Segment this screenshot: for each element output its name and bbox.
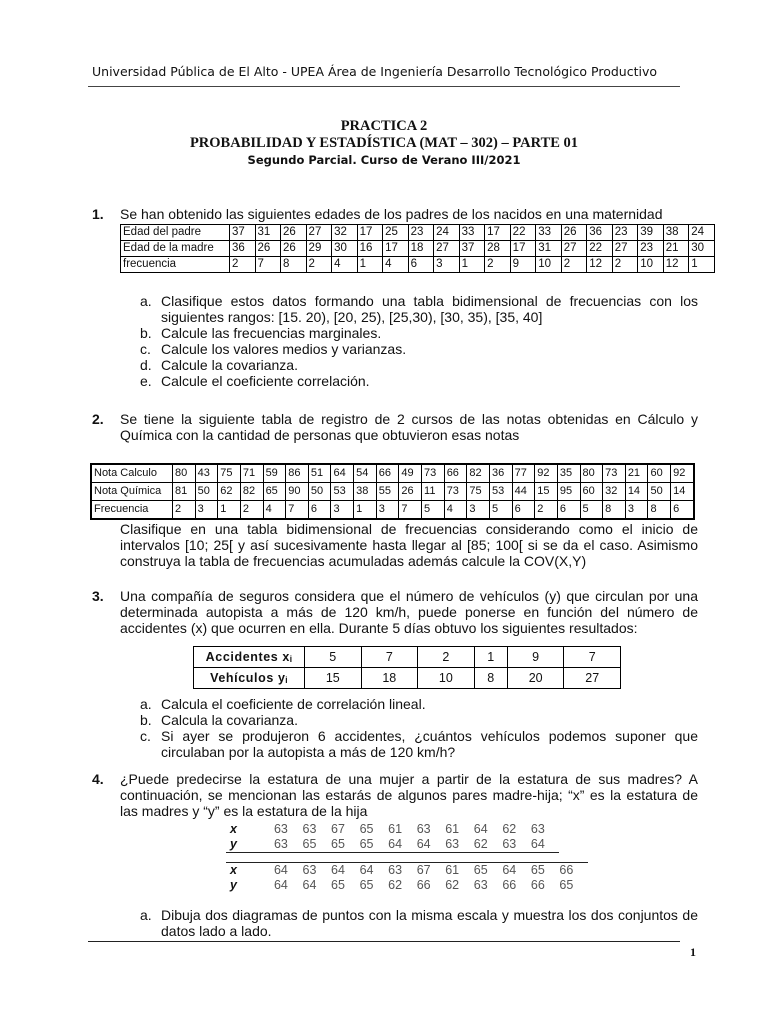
table-cell: 23: [638, 241, 664, 257]
table-cell: 1: [218, 501, 241, 520]
table-row: [91, 483, 694, 501]
table-cell: 27: [612, 241, 638, 257]
table-cell: 92: [535, 464, 558, 483]
variable-label: y: [230, 878, 237, 892]
table-cell: 8: [281, 257, 307, 273]
table-cell: 6: [512, 501, 535, 520]
table-cell: 65: [474, 863, 503, 879]
table-cell: 3: [467, 501, 490, 520]
table-cell: 64: [502, 863, 531, 879]
table-row: [121, 257, 715, 273]
table-cell: 65: [331, 837, 360, 853]
item-letter: e.: [140, 373, 152, 389]
table-notas: [90, 463, 695, 520]
table-cell: 49: [399, 464, 422, 483]
list-item: [140, 341, 698, 357]
table-cell: 5: [305, 647, 362, 668]
table-cell: 30: [689, 241, 715, 257]
page-number: 1: [690, 945, 696, 959]
title-subtitle: Segundo Parcial. Curso de Verano III/2021: [247, 153, 521, 167]
row-label: Edad de la madre: [121, 241, 230, 257]
table-cell: 22: [587, 241, 613, 257]
item-text: Dibuja dos diagramas de puntos con la misma escala y muestra los dos conjuntos de datos lado a lado.: [161, 907, 698, 939]
table-cell: 53: [489, 483, 512, 501]
table-cell: 17: [357, 225, 383, 241]
table-cell: 26: [561, 225, 587, 241]
item-letter: a.: [140, 293, 152, 309]
table-cell: 63: [274, 837, 303, 853]
table-row: [226, 822, 588, 837]
table-cell: 62: [502, 822, 517, 836]
table-cell: 66: [416, 878, 431, 892]
table-cell: 36: [587, 225, 613, 241]
table-cell: 7: [286, 501, 309, 520]
table-cell: 32: [332, 225, 358, 241]
table-cell: 7: [564, 647, 621, 668]
table-cell: 39: [638, 225, 664, 241]
table-cell: 22: [510, 225, 536, 241]
question-number: 4.: [92, 771, 104, 787]
table-cell: 3: [195, 501, 218, 520]
table-cell: 64: [473, 822, 488, 836]
item-letter: d.: [140, 357, 152, 373]
row-label: frecuencia: [121, 257, 230, 273]
table-cell: 26: [281, 225, 307, 241]
row-label: Nota Calculo: [91, 464, 173, 483]
table-cell: 12: [587, 257, 613, 273]
question-text: Se tiene la siguiente tabla de registro de 2 cursos de las notas obtenidas en Cálculo y Química con la cantidad de personas que obtuvieron esas notas: [120, 411, 698, 443]
table-cell: 63: [416, 822, 431, 836]
table-cell: 2: [173, 501, 196, 520]
table-cell: 63: [502, 837, 531, 853]
table-cell: 25: [383, 225, 409, 241]
table-cell: 21: [625, 464, 648, 483]
table-cell: 3: [625, 501, 648, 520]
question-2-after: [120, 521, 698, 569]
table-cell: 37: [230, 225, 256, 241]
table-cell: 17: [485, 225, 511, 241]
item-letter: c.: [140, 341, 151, 357]
question-2: [92, 411, 698, 443]
item-text: Calcula la covarianza.: [161, 712, 298, 728]
table-cell: 38: [354, 483, 377, 501]
table-cell: 86: [286, 464, 309, 483]
item-list: [140, 907, 698, 939]
table-cell: 82: [467, 464, 490, 483]
table-cell: 7: [399, 501, 422, 520]
list-item: [140, 728, 698, 760]
table-cell: 6: [308, 501, 331, 520]
list-item: [140, 357, 698, 373]
table-cell: 73: [422, 464, 445, 483]
question-number: 1.: [92, 206, 104, 222]
list-item: [140, 712, 698, 728]
table-cell: 65: [303, 837, 332, 853]
table-cell: 65: [559, 878, 574, 892]
table-row: [121, 241, 715, 257]
table-cell: 5: [489, 501, 512, 520]
item-letter: a.: [140, 907, 152, 923]
footer-rule: [88, 941, 680, 942]
table-cell: 50: [648, 483, 671, 501]
table-cell: 62: [445, 878, 460, 892]
variable-label: x: [226, 863, 274, 879]
question-number: 3.: [92, 588, 104, 604]
question-3-items: [140, 696, 698, 760]
question-1-items: [140, 293, 698, 389]
question-4-items: [140, 907, 698, 939]
table-cell: 26: [255, 241, 281, 257]
gap-cell: [226, 853, 274, 863]
table-cell: 24: [689, 225, 715, 241]
table-cell: 23: [408, 225, 434, 241]
table-cell: 73: [603, 464, 626, 483]
table-cell: 66: [559, 863, 588, 879]
table-cell: 2: [418, 647, 475, 668]
table-cell: 3: [434, 257, 460, 273]
table-cell: 10: [638, 257, 664, 273]
table-cell: 61: [445, 822, 460, 836]
page-header: Universidad Pública de El Alto - UPEA Área de Ingeniería Desarrollo Tecnológico Productivo: [92, 64, 658, 79]
table-cell: 65: [263, 483, 286, 501]
table-cell: 15: [535, 483, 558, 501]
table-cell: 38: [663, 225, 689, 241]
item-text: Calcule los valores medios y varianzas.: [161, 341, 407, 357]
table-cell: 80: [580, 464, 603, 483]
table-cell: 18: [361, 668, 418, 689]
question-number: 2.: [92, 411, 104, 427]
table-cell: 26: [281, 241, 307, 257]
list-item: [140, 907, 698, 939]
item-letter: b.: [140, 712, 152, 728]
table-cell: 32: [603, 483, 626, 501]
table-cell: 16: [357, 241, 383, 257]
table-cell: 6: [557, 501, 580, 520]
table-cell: 43: [195, 464, 218, 483]
table-cell: 9: [507, 647, 564, 668]
item-text: Calcule las frecuencias marginales.: [161, 325, 382, 341]
table-cell: 2: [535, 501, 558, 520]
table-cell: 65: [359, 822, 374, 836]
table-cell: 24: [434, 225, 460, 241]
table-cell: 1: [354, 501, 377, 520]
table-cell: 63: [530, 822, 545, 836]
table-cell: 2: [485, 257, 511, 273]
item-text: Calcula el coeficiente de correlación lineal.: [161, 696, 426, 712]
table-cell: 2: [612, 257, 638, 273]
table-cell: 63: [303, 863, 332, 879]
row-label: Frecuencia: [91, 501, 173, 520]
table-cell: 44: [512, 483, 535, 501]
list-item: [140, 373, 698, 389]
table-cell: 64: [273, 878, 288, 892]
table-gap: [226, 853, 588, 863]
row-label: Nota Química: [91, 483, 173, 501]
table-cell: 23: [612, 225, 638, 241]
table-cell: 65: [360, 837, 389, 853]
table-cell: 37: [459, 241, 485, 257]
table-cell: 64: [360, 863, 389, 879]
table-row: [226, 837, 588, 853]
table-cell: 65: [531, 863, 560, 879]
table-cell: 61: [445, 863, 474, 879]
table-cell: 6: [408, 257, 434, 273]
table-cell: 27: [306, 225, 332, 241]
table-edades: [120, 224, 715, 273]
table-cell: 20: [507, 668, 564, 689]
table-cell: 14: [625, 483, 648, 501]
table-cell: 33: [536, 225, 562, 241]
table-cell: 27: [564, 668, 621, 689]
table-cell: 8: [603, 501, 626, 520]
table-cell: 1: [459, 257, 485, 273]
table-cell: 65: [331, 878, 345, 892]
table-cell: 64: [417, 837, 446, 853]
table-cell: 7: [255, 257, 281, 273]
table-cell: 64: [531, 837, 560, 853]
table-cell: 31: [536, 241, 562, 257]
item-letter: a.: [140, 696, 152, 712]
table-cell: 2: [240, 501, 263, 520]
table-cell: 53: [331, 483, 354, 501]
table-cell: 36: [489, 464, 512, 483]
row-label: Edad del padre: [121, 225, 230, 241]
table-cell: 17: [383, 241, 409, 257]
table-cell: 3: [376, 501, 399, 520]
table-cell: 7: [361, 647, 418, 668]
question-3: [92, 588, 698, 636]
item-text: Clasifique estos datos formando una tabla bidimensional de frecuencias con los siguientes rangos: [15. 20), [20, 25), [25,30), [30, 35), [35, 40]: [161, 293, 698, 325]
table-cell: 92: [671, 464, 694, 483]
table-cell: 4: [332, 257, 358, 273]
table-cell: 18: [408, 241, 434, 257]
table-cell: 64: [331, 863, 360, 879]
table-row: [91, 501, 694, 520]
table-cell: 8: [474, 668, 507, 689]
table-cell: 73: [444, 483, 467, 501]
header-rule: [88, 86, 680, 87]
table-cell: 50: [308, 483, 331, 501]
table-cell: 64: [302, 878, 317, 892]
table-cell: 64: [331, 464, 354, 483]
table-cell: 1: [357, 257, 383, 273]
table-cell: 11: [422, 483, 445, 501]
table-estaturas: [226, 822, 588, 893]
table-cell: 10: [536, 257, 562, 273]
table-cell: 77: [512, 464, 535, 483]
item-list: [140, 293, 698, 389]
table-cell: 60: [580, 483, 603, 501]
table-cell: 4: [444, 501, 467, 520]
table-cell: 27: [561, 241, 587, 257]
table-cell: 81: [173, 483, 196, 501]
table-cell: 14: [671, 483, 694, 501]
table-cell: 2: [306, 257, 332, 273]
title-course: PROBABILIDAD Y ESTADÍSTICA (MAT – 302) – PARTE 01: [189, 135, 579, 151]
item-text: Calcule el coeficiente correlación.: [161, 373, 370, 389]
table-cell: 8: [648, 501, 671, 520]
table-cell: 5: [422, 501, 445, 520]
variable-label: y: [226, 837, 274, 853]
table-cell: 54: [354, 464, 377, 483]
table-cell: 6: [671, 501, 694, 520]
item-letter: b.: [140, 325, 152, 341]
question-text: Una compañía de seguros considera que el número de vehículos (y) que circulan por una determinada autopista a más de 120 km/h, puede ponerse en función del número de accidentes (x) que ocurren en ella. Durante 5 días obtuvo los siguientes resultados:: [120, 588, 698, 636]
table-cell: 55: [376, 483, 399, 501]
table-cell: 67: [331, 822, 345, 836]
table-cell: 60: [648, 464, 671, 483]
row-label: Vehículos yᵢ: [194, 668, 305, 689]
title-practica: PRACTICA 2: [340, 118, 428, 134]
title-block: [0, 118, 768, 169]
table-cell: 75: [218, 464, 241, 483]
table-cell: 63: [473, 878, 488, 892]
table-cell: 75: [467, 483, 490, 501]
table-cell: 62: [388, 878, 403, 892]
question-4: [92, 771, 698, 819]
table-cell: 5: [580, 501, 603, 520]
table-cell: 51: [308, 464, 331, 483]
table-cell: 15: [305, 668, 362, 689]
table-cell: 31: [255, 225, 281, 241]
table-cell: 82: [240, 483, 263, 501]
table-cell: 80: [173, 464, 196, 483]
table-cell: 95: [557, 483, 580, 501]
item-text: Si ayer se produjeron 6 accidentes, ¿cuántos vehículos podemos suponer que circulaban por la autopista a más de 120 km/h?: [161, 728, 698, 760]
table-cell: 61: [388, 822, 403, 836]
table-cell: 62: [474, 837, 503, 853]
table-cell: 4: [383, 257, 409, 273]
table-cell: 3: [331, 501, 354, 520]
table-cell: 4: [263, 501, 286, 520]
table-cell: 63: [445, 837, 474, 853]
table-cell: 36: [230, 241, 256, 257]
table-accidentes: [193, 646, 621, 689]
table-cell: 65: [359, 878, 374, 892]
question-text: ¿Puede predecirse la estatura de una mujer a partir de la estatura de sus madres? A continuación, se mencionan las estarás de algunos pares madre-hija; “x” es la estatura de las madres y “y” es la estatura de la hija: [120, 771, 698, 819]
table-cell: 50: [195, 483, 218, 501]
table-cell: 9: [510, 257, 536, 273]
table-cell: 66: [530, 878, 545, 892]
table-cell: 64: [388, 837, 417, 853]
table-cell: 17: [510, 241, 536, 257]
table-cell: 28: [485, 241, 511, 257]
table-cell: 10: [418, 668, 475, 689]
table-cell: 26: [399, 483, 422, 501]
table-cell: 90: [286, 483, 309, 501]
table-cell: 63: [273, 822, 288, 836]
table-cell: 29: [306, 241, 332, 257]
table-cell: 63: [302, 822, 317, 836]
table-cell: 2: [230, 257, 256, 273]
table-row: [194, 668, 621, 689]
question-1: [92, 206, 698, 222]
list-item: [140, 293, 698, 325]
table-row: [226, 878, 588, 893]
table-cell: 64: [274, 863, 303, 879]
table-cell: 21: [663, 241, 689, 257]
table-cell: 12: [663, 257, 689, 273]
table-row: [91, 464, 694, 483]
table-cell: 71: [240, 464, 263, 483]
item-text: Calcule la covarianza.: [161, 357, 298, 373]
item-letter: c.: [140, 728, 151, 744]
table-cell: 33: [459, 225, 485, 241]
table-row: [226, 863, 588, 879]
item-list: [140, 696, 698, 760]
table-cell: 35: [557, 464, 580, 483]
table-cell: 1: [689, 257, 715, 273]
table-cell: 59: [263, 464, 286, 483]
table-cell: 66: [502, 878, 517, 892]
row-label: Accidentes xᵢ: [194, 647, 305, 668]
table-cell: 67: [417, 863, 446, 879]
variable-label: x: [230, 822, 237, 836]
list-item: [140, 696, 698, 712]
table-cell: 62: [218, 483, 241, 501]
table-cell: 66: [444, 464, 467, 483]
list-item: [140, 325, 698, 341]
table-row: [121, 225, 715, 241]
table-cell: 2: [561, 257, 587, 273]
table-cell: 63: [388, 863, 417, 879]
table-cell: 27: [434, 241, 460, 257]
table-cell: 1: [474, 647, 507, 668]
table-cell: 66: [376, 464, 399, 483]
table-row: [194, 647, 621, 668]
question-instructions: Clasifique en una tabla bidimensional de frecuencias considerando como el inicio de intervalos [10; 25[ y así sucesivamente hasta llegar al [85; 100[ si se da el caso. Asimismo construya la tabla de frecuencias acumuladas además calcule la COV(X,Y): [120, 521, 698, 569]
table-cell: 30: [332, 241, 358, 257]
question-text: Se han obtenido las siguientes edades de los padres de los nacidos en una maternidad: [120, 206, 663, 222]
